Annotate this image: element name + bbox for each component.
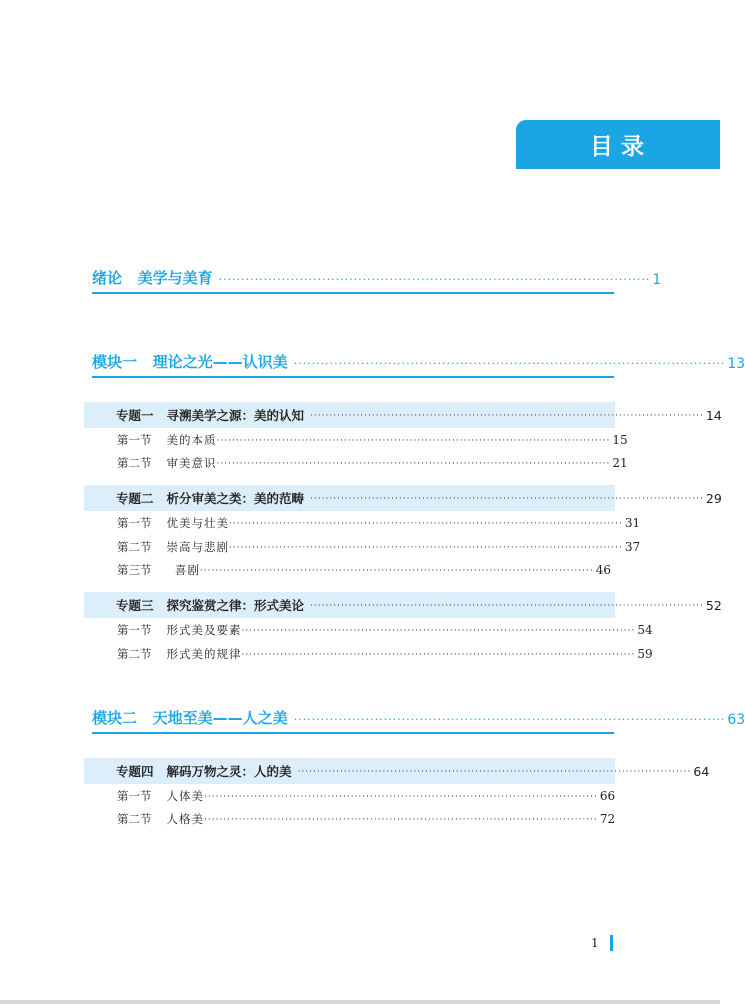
section-page: 72 (599, 812, 616, 826)
toc-topic-entry[interactable] (84, 592, 722, 618)
section-title: 人体美 (166, 789, 204, 803)
toc-title-tab (516, 120, 720, 169)
section-number: 第一节 (117, 433, 152, 447)
section-page: 31 (624, 516, 641, 530)
toc-section-entry[interactable] (84, 620, 653, 640)
leader-dots: ······································································································ (199, 566, 594, 576)
leader-dots: ······································································································ (310, 494, 704, 504)
section-page: 66 (599, 789, 616, 803)
module-page: 63 (727, 712, 745, 728)
section-title: 审美意识 (166, 456, 217, 470)
topic-page: 14 (705, 407, 722, 423)
leader-dots: ······································································································ (204, 792, 598, 802)
module-label: 模块一 理论之光——认识美 (92, 353, 288, 371)
toc-intro-page: 1 (652, 272, 662, 288)
toc-section-entry[interactable] (84, 786, 615, 806)
page-title: 目 录 (589, 134, 644, 160)
toc-section-entry[interactable] (84, 644, 653, 664)
leader-dots: ······································································································ (310, 411, 704, 421)
section-page: 59 (637, 647, 653, 661)
leader-dots: ······································································································ (204, 815, 598, 825)
section-number: 第二节 (117, 647, 152, 661)
section-title: 美的本质 (166, 433, 217, 447)
toc-section-entry[interactable] (84, 513, 641, 533)
topic-page: 52 (705, 597, 722, 613)
leader-dots: ································································································ (293, 357, 726, 370)
leader-dots: ······································································································ (229, 543, 623, 553)
leader-dots: ······································································································ (310, 601, 704, 611)
topic-page: 29 (705, 490, 722, 506)
leader-dots: ······································································································ (241, 650, 636, 660)
leader-dots: ································································································ (293, 713, 726, 726)
section-title: 形式美的规律 (166, 647, 242, 661)
page-number: 1 (591, 936, 599, 950)
section-number: 第三节 (117, 563, 152, 577)
section-title: 人格美 (166, 812, 204, 826)
toc-module-entry[interactable] (92, 348, 745, 378)
topic-label: 专题二 析分审美之类：美的范畴 (116, 491, 305, 506)
topic-label: 专题一 寻溯美学之源：美的认知 (116, 408, 305, 423)
bottom-divider (0, 1000, 720, 1004)
toc-topic-entry[interactable] (84, 485, 722, 511)
section-number: 第二节 (117, 540, 152, 554)
section-page: 15 (612, 433, 628, 447)
page-number-bar (610, 935, 613, 951)
toc-intro-entry[interactable] (92, 264, 662, 294)
toc-topic-entry[interactable] (84, 758, 710, 784)
section-title: 形式美及要素 (166, 623, 242, 637)
section-number: 第二节 (117, 456, 152, 470)
leader-dots: ······································································································ (229, 519, 623, 529)
module-page: 13 (727, 356, 745, 372)
toc-section-entry[interactable] (84, 809, 615, 829)
section-page: 46 (595, 563, 611, 577)
toc-section-entry[interactable] (84, 537, 641, 557)
section-title: 优美与壮美 (166, 516, 229, 530)
page-footer (591, 935, 613, 951)
module-label: 模块二 天地至美——人之美 (92, 709, 288, 727)
section-page: 21 (612, 456, 628, 470)
toc-section-entry[interactable] (84, 453, 628, 473)
section-number: 第一节 (117, 789, 152, 803)
toc-section-entry[interactable] (84, 560, 615, 580)
section-page: 37 (624, 540, 641, 554)
section-title: 崇高与悲剧 (166, 540, 229, 554)
leader-dots: ······································································································ (297, 767, 692, 777)
leader-dots: ······································································································ (216, 459, 611, 469)
section-number: 第一节 (117, 516, 152, 530)
section-number: 第二节 (117, 812, 152, 826)
topic-label: 专题三 探究鉴赏之律：形式美论 (116, 598, 305, 613)
leader-dots: ······································································································ (216, 436, 611, 446)
topic-label: 专题四 解码万物之灵：人的美 (116, 764, 292, 779)
section-title: 喜剧 (174, 563, 200, 577)
leader-dots: ································································································ (218, 273, 651, 286)
toc-topic-entry[interactable] (84, 402, 722, 428)
toc-intro-label: 绪论 美学与美育 (92, 269, 213, 287)
toc-module-entry[interactable] (92, 704, 745, 734)
section-number: 第一节 (117, 623, 152, 637)
leader-dots: ······································································································ (241, 626, 636, 636)
section-page: 54 (637, 623, 653, 637)
toc-section-entry[interactable] (84, 430, 628, 450)
topic-page: 64 (693, 763, 710, 779)
